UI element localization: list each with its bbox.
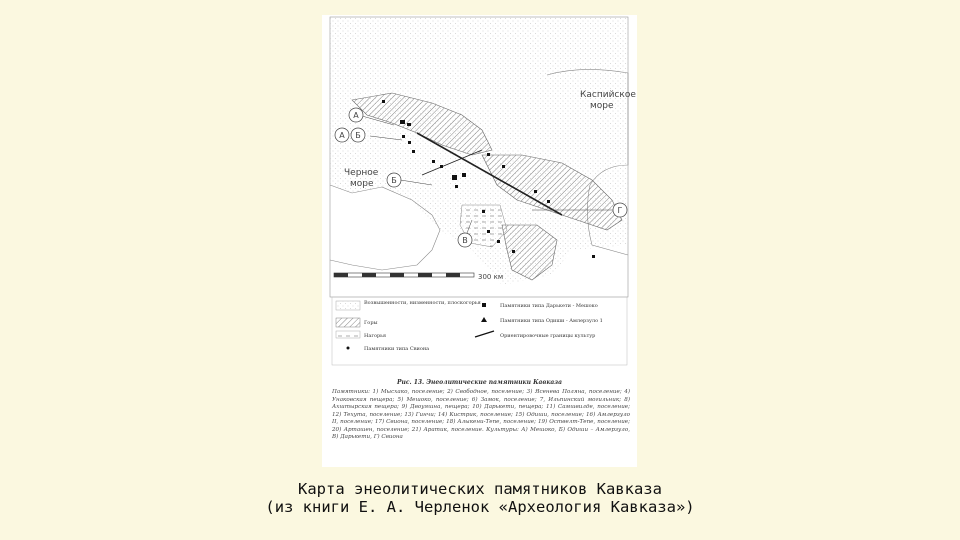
svg-text:Б: Б — [391, 176, 397, 185]
legend-swatch-darkveti — [482, 303, 486, 307]
legend-swatch-sviona — [347, 347, 350, 350]
svg-text:300 км: 300 км — [478, 273, 504, 281]
legend-item: Возвышенности, низменности, плоскогорья — [364, 300, 481, 306]
svg-text:А: А — [353, 111, 359, 120]
caspian-sea-label: Каспийское — [580, 90, 636, 100]
figure-site-list: Памятники: 1) Мысхако, поселение; 2) Свободное, поселение; 3) Ясенева Поляна, поселение; 4) Унаковская пещера; 5) Мешоко, поселение; 6) Замок, поселение; 7, Ильпинский могильник; 8) Ахштырская пещера; 9) Двоуяшна, пещера; 10) Дарькети, пещера; 11) Самшвилде, поселение; 12) Техута, поселение; 13) Гинчи; 14) Кистрик, поселение; 15) Одиши, поселение; 16) Амлерзуло II, поселение; 17) Свиона, поселение; 18) Алыкени-Тепе, поселение; 19) Оствелт-Тепе, поселение; 20) Арташен, поселение; 21) Аратик, поселение. Культуры: А) Мешоко, Б) Одиши – Амлерзуло, В) Дарькети, Г) Свиона — [332, 389, 630, 440]
legend-swatch-lowland — [336, 301, 360, 310]
figure-caption: Рис. 13. Энеолитические памятники Кавказа — [396, 379, 563, 386]
legend-item: Ориентировочные границы культур — [500, 333, 596, 339]
black-sea-label: Черное — [344, 168, 379, 178]
legend-item: Памятники типа Свиона — [364, 346, 430, 352]
svg-text:Г: Г — [617, 206, 623, 215]
culture-circle-label — [349, 108, 363, 122]
culture-circle-label — [613, 203, 627, 217]
legend-swatch-plateau — [336, 331, 360, 338]
slide-caption — [0, 480, 960, 516]
svg-text:Б: Б — [355, 131, 361, 140]
culture-circle-label — [387, 173, 401, 187]
black-sea-label-2: море — [350, 179, 374, 189]
legend-item: Памятники типа Дарькети - Мешоко — [500, 303, 598, 309]
map-figure — [322, 15, 637, 467]
legend-swatch-boundary — [475, 331, 494, 337]
legend-swatch-mountains — [336, 318, 360, 327]
legend-swatch-odishi — [481, 317, 487, 322]
legend-item: Горы — [364, 320, 378, 326]
svg-text:А: А — [339, 131, 345, 140]
svg-text:В: В — [462, 236, 468, 245]
culture-circle-label — [351, 128, 365, 142]
caspian-sea-label-2: море — [590, 101, 614, 111]
slide-caption-line-1: Карта энеолитических памятников Кавказа — [298, 480, 662, 498]
slide-caption-line-2: (из книги Е. А. Черленок «Археология Кавказа») — [265, 498, 695, 516]
culture-circle-label — [335, 128, 349, 142]
legend-item: Нагорья — [364, 333, 387, 339]
culture-circle-label — [458, 233, 472, 247]
legend-item: Памятники типа Одиши - Амлерзуло 1 — [500, 318, 603, 324]
